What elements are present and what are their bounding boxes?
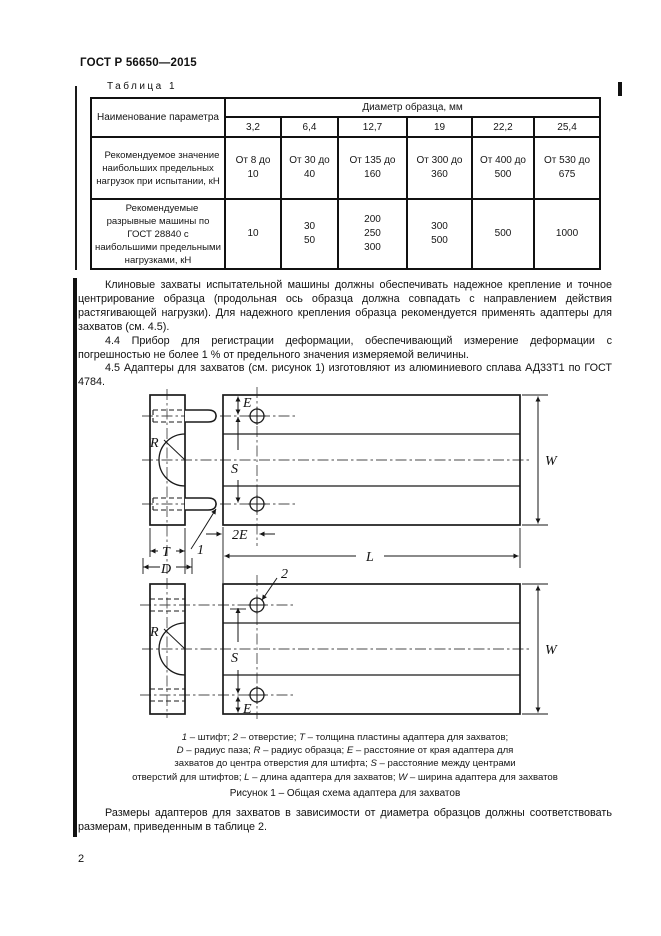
figure-caption: Рисунок 1 – Общая схема адаптера для захватов xyxy=(229,788,461,799)
figure-label-R: R xyxy=(150,436,159,451)
top-front-view xyxy=(223,395,520,525)
change-bar-thin xyxy=(75,86,77,270)
value-cell: 30 50 xyxy=(281,199,338,269)
value-cell: От 135 до 160 xyxy=(338,137,407,199)
value-cell: От 30 до 40 xyxy=(281,137,338,199)
diameter-col-header: 6,4 xyxy=(281,117,338,137)
value-cell: От 8 до 10 xyxy=(225,137,281,199)
figure-label-1: 1 xyxy=(197,543,204,558)
figure-dimensions xyxy=(143,395,558,717)
bottom-front-view xyxy=(223,584,520,714)
diameter-col-header: 3,2 xyxy=(225,117,281,137)
paragraph: 4.5 Адаптеры для захватов (см. рисунок 1) изготовляют из алюминиевого сплава АД33Т1 по ГОСТ 4784. xyxy=(78,362,612,389)
change-bar-thick xyxy=(73,278,77,837)
value-cell: 200 250 300 xyxy=(338,199,407,269)
parameters-table xyxy=(90,97,601,270)
figure-label-S: S xyxy=(231,462,238,477)
closing-paragraph-block xyxy=(78,806,612,834)
value-cell: От 530 до 675 xyxy=(534,137,600,199)
table-row xyxy=(91,199,600,269)
bottom-side-view xyxy=(149,584,185,714)
figure-label-2: 2 xyxy=(281,567,288,582)
figure-label-W: W xyxy=(545,454,557,469)
figure-label-T: T xyxy=(162,545,170,560)
figure-label-S: S xyxy=(231,651,238,666)
figure-label-D: D xyxy=(161,562,172,577)
table-caption: Таблица 1 xyxy=(107,81,178,92)
page-number: 2 xyxy=(78,853,85,865)
diameter-col-header: 25,4 xyxy=(534,117,600,137)
table-row xyxy=(91,137,600,199)
value-cell: От 400 до 500 xyxy=(472,137,534,199)
legend-line: отверстий для штифтов; L – длина адаптера для захватов; W – ширина адаптера для захватов xyxy=(132,771,558,783)
value-cell: 300 500 xyxy=(407,199,472,269)
paragraph: Клиновые захваты испытательной машины должны обеспечивать надежное крепление и точное центрирование образца (продольная ось образца должна совпадать с направлением действия растягивающей нагрузки). Для надежного крепления образца рекомендуется применять адаптеры для захватов (см. 4.5). xyxy=(78,279,612,333)
value-cell: 1000 xyxy=(534,199,600,269)
doc-header: ГОСТ Р 56650—2015 xyxy=(80,57,197,69)
figure-label-W: W xyxy=(545,643,557,658)
legend-line: D – радиус паза; R – радиус образца; E – расстояние от края адаптера для xyxy=(176,745,514,757)
param-header-cell: Наименование параметра xyxy=(91,98,225,137)
figure-label-E: E xyxy=(243,702,252,717)
body-paragraphs xyxy=(78,279,612,390)
diameter-group-header: Диаметр образца, мм xyxy=(225,98,600,117)
figure-label-E: E xyxy=(243,396,252,411)
legend-line: 1 – штифт; 2 – отверстие; T – толщина пластины адаптера для захватов; xyxy=(181,732,509,743)
diameter-col-header: 22,2 xyxy=(472,117,534,137)
diameter-col-header: 19 xyxy=(407,117,472,137)
legend-line: захватов до центра отверстия для штифта; S – расстояние между центрами xyxy=(174,758,516,770)
param-name-cell: Рекомендуемое значение наибольших предельных нагрузок при испытании, кН xyxy=(91,137,225,199)
value-cell: От 300 до 360 xyxy=(407,137,472,199)
figure-label-L: L xyxy=(366,550,374,565)
diameter-col-header: 12,7 xyxy=(338,117,407,137)
paragraph: 4.4 Прибор для регистрации деформации, обеспечивающий измерение деформации с погрешностью не более 1 % от предельного значения измеряемой величины. xyxy=(78,334,612,361)
param-name-cell: Рекомендуемые разрывные машины по ГОСТ 28840 с наибольшими предельными нагрузками, кН xyxy=(91,199,225,269)
table-header-row xyxy=(91,98,600,117)
value-cell: 500 xyxy=(472,199,534,269)
figure-label-R: R xyxy=(150,625,159,640)
figure-label-2E: 2E xyxy=(232,528,248,543)
table-body xyxy=(91,98,600,269)
centerlines xyxy=(140,387,532,719)
figure-legend xyxy=(80,731,610,784)
closing-paragraph: Размеры адаптеров для захватов в зависимости от диаметра образцов должны соответствовать размерам, приведенным в таблице 2. xyxy=(78,807,612,834)
top-side-view xyxy=(149,395,216,525)
value-cell: 10 xyxy=(225,199,281,269)
revision-tick xyxy=(618,82,622,96)
